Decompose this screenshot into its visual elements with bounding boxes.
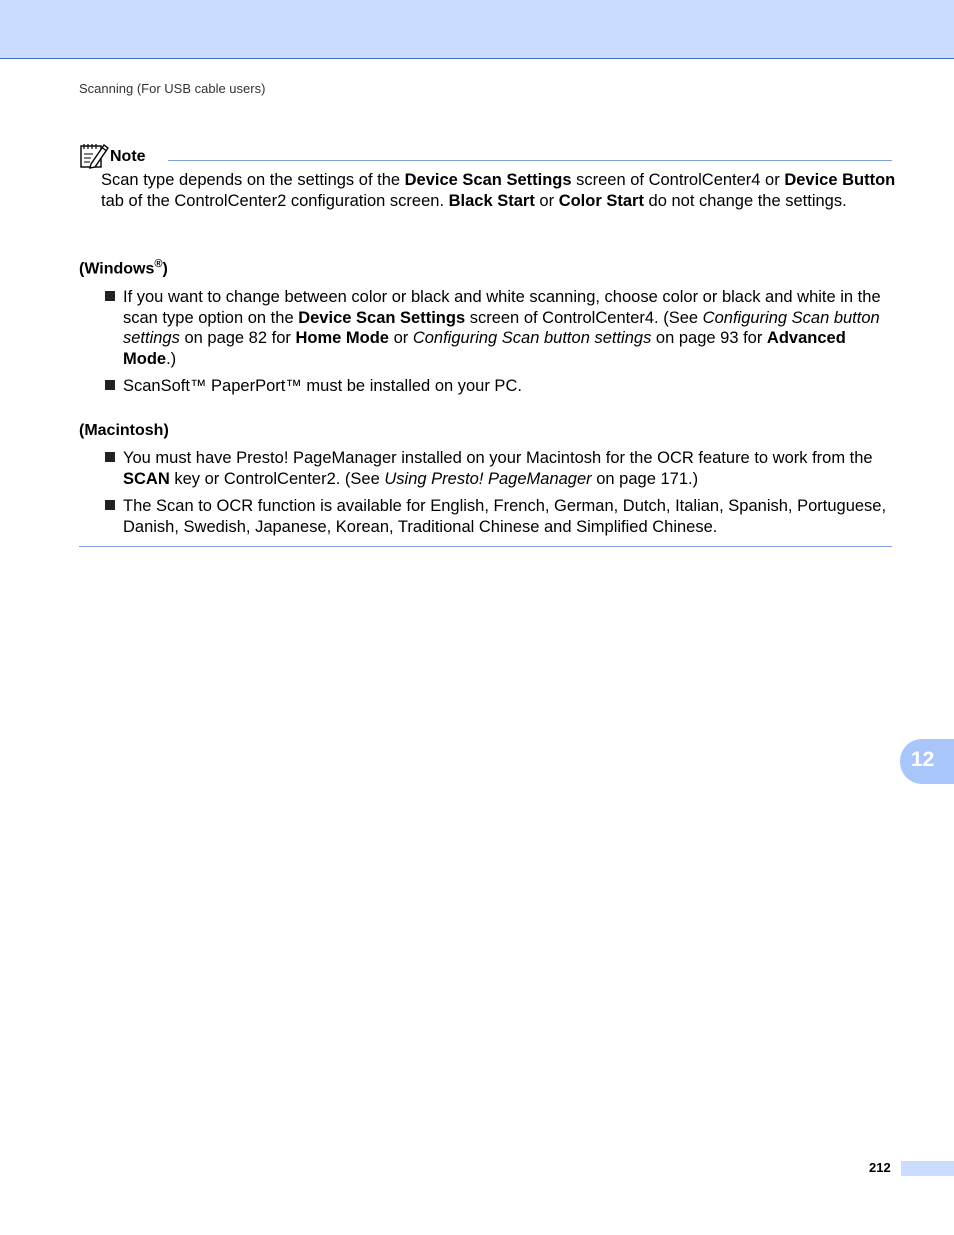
- bullet-text: The Scan to OCR function is available for English, French, German, Dutch, Italian, Spanish, Portuguese, Danish, Swedish, Japanese, Korean, Traditional Chinese and Simplified Chinese.: [123, 497, 887, 536]
- bullet-text: on page 82 for: [179, 329, 296, 347]
- page-number-bar: [901, 1161, 954, 1176]
- bold-scan-key: SCAN: [123, 469, 170, 488]
- bullet-square-icon: [105, 291, 115, 301]
- windows-bullet-list: [105, 287, 895, 397]
- list-item: [105, 496, 895, 537]
- chapter-number: 12: [911, 748, 935, 771]
- bullet-text: You must have Presto! PageManager installed on your Macintosh for the OCR feature to work from the: [123, 449, 873, 467]
- bold-device-scan-settings: Device Scan Settings: [298, 308, 466, 327]
- note-text: or: [534, 191, 559, 210]
- note-bold-device-scan-settings: Device Scan Settings: [404, 171, 572, 189]
- windows-heading-text: (Windows: [79, 260, 155, 278]
- note-bold-black-start: Black Start: [448, 191, 535, 210]
- note-body: [101, 170, 896, 211]
- windows-heading: [79, 258, 168, 278]
- list-item: [105, 376, 895, 397]
- italic-reference: Configuring Scan button settings: [123, 308, 880, 347]
- note-end-divider: [79, 546, 892, 547]
- chapter-tab: [900, 739, 954, 784]
- note-header: [79, 141, 892, 165]
- bold-home-mode: Home Mode: [295, 329, 389, 347]
- bullet-text: If you want to change between color or black and white scanning, choose color or black and white in the scan type option on the: [123, 288, 881, 327]
- note-divider: [168, 160, 892, 161]
- italic-reference: Using Presto! PageManager: [384, 469, 592, 488]
- note-text: tab of the ControlCenter2 configuration screen.: [101, 191, 449, 210]
- bullet-square-icon: [105, 380, 115, 390]
- note-text: do not change the settings.: [643, 191, 847, 210]
- page-number: 212: [869, 1160, 891, 1175]
- list-item: [105, 287, 895, 369]
- note-bold-color-start: Color Start: [558, 191, 644, 210]
- list-item: [105, 448, 895, 489]
- bullet-square-icon: [105, 452, 115, 462]
- running-header: Scanning (For USB cable users): [79, 81, 266, 96]
- note-label: Note: [110, 148, 146, 165]
- bullet-text: ScanSoft™ PaperPort™ must be installed on your PC.: [123, 377, 522, 395]
- bullet-text: .): [166, 349, 177, 368]
- macintosh-bullet-list: [105, 448, 895, 537]
- bullet-text: or: [388, 329, 413, 347]
- bullet-text: screen of ControlCenter4. (See: [465, 308, 703, 327]
- bold-advanced-mode: Advanced Mode: [123, 329, 846, 368]
- bullet-text: on page 171.): [591, 469, 699, 488]
- note-bold-device-button: Device Button: [784, 171, 896, 189]
- note-text: Scan type depends on the settings of the: [101, 171, 405, 189]
- italic-reference: Configuring Scan button settings: [412, 329, 652, 347]
- bullet-text: key or ControlCenter2. (See: [169, 469, 385, 488]
- bullet-square-icon: [105, 500, 115, 510]
- bullet-text: on page 93 for: [651, 329, 767, 347]
- windows-heading-close: ): [162, 260, 168, 278]
- note-text: screen of ControlCenter4 or: [571, 171, 785, 189]
- top-color-band: [0, 0, 954, 59]
- registered-mark: ®: [154, 258, 163, 270]
- note-pencil-icon: [79, 141, 109, 169]
- macintosh-heading: (Macintosh): [79, 422, 169, 439]
